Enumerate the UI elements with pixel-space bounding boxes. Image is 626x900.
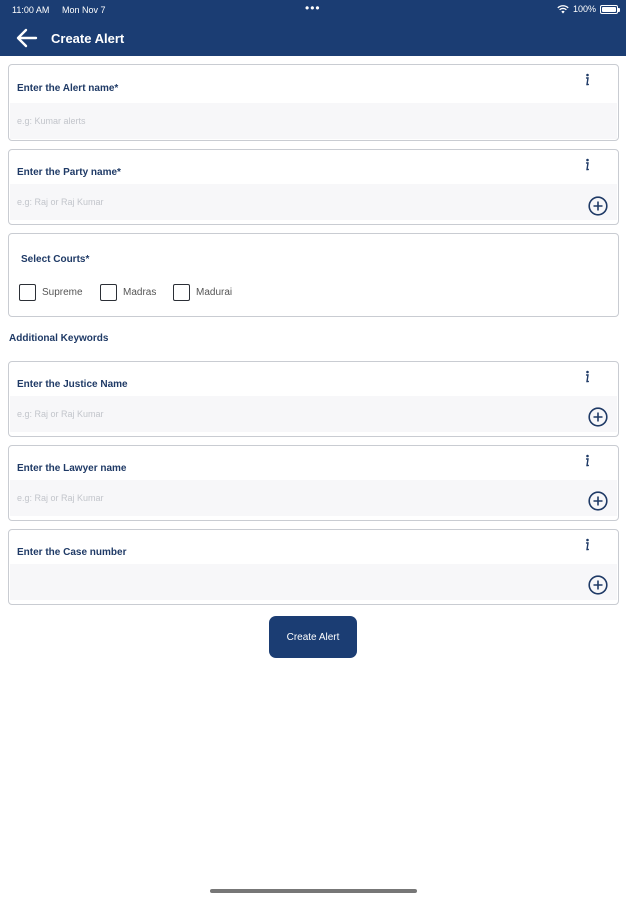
- additional-keywords-title: Additional Keywords: [9, 333, 109, 344]
- case-number-label: Enter the Case number: [17, 547, 127, 558]
- battery-icon: [600, 5, 618, 14]
- status-date: Mon Nov 7: [62, 5, 106, 15]
- status-time: 11:00 AM: [12, 5, 50, 15]
- status-right: [557, 4, 618, 14]
- arrow-left-icon[interactable]: [16, 28, 38, 48]
- court-option-madras[interactable]: [100, 284, 156, 301]
- party-name-field: [10, 184, 617, 220]
- create-alert-button[interactable]: Create Alert: [269, 616, 357, 658]
- lawyer-name-field: [10, 480, 617, 516]
- case-number-field: [10, 564, 617, 600]
- app-header: [0, 0, 626, 56]
- lawyer-name-label: Enter the Lawyer name: [17, 463, 127, 474]
- party-name-card: [8, 149, 619, 225]
- info-icon[interactable]: [582, 370, 592, 384]
- party-name-input[interactable]: [10, 184, 617, 220]
- battery-percent: 100%: [572, 4, 596, 14]
- justice-name-input[interactable]: [10, 396, 617, 432]
- justice-name-field: [10, 396, 617, 432]
- madurai-checkbox[interactable]: [173, 284, 190, 301]
- court-name: Madras: [123, 287, 157, 298]
- case-number-input[interactable]: [10, 564, 617, 600]
- nav-bar: [0, 22, 626, 56]
- info-icon[interactable]: [582, 538, 592, 552]
- courts-card: [8, 233, 619, 317]
- home-indicator[interactable]: [210, 889, 417, 893]
- add-case-icon[interactable]: [588, 575, 608, 595]
- courts-label: Select Courts*: [21, 254, 90, 265]
- court-option-supreme[interactable]: [19, 284, 83, 301]
- party-name-label: Enter the Party name*: [17, 167, 121, 178]
- court-name: Supreme: [42, 287, 83, 298]
- page-title: Create Alert: [51, 31, 125, 46]
- court-name: Madurai: [196, 287, 233, 298]
- justice-name-label: Enter the Justice Name: [17, 379, 128, 390]
- info-icon[interactable]: [582, 454, 592, 468]
- multitasking-dots[interactable]: •••: [305, 1, 321, 15]
- alert-name-field: [10, 103, 617, 139]
- status-bar: [0, 0, 626, 20]
- add-lawyer-icon[interactable]: [588, 491, 608, 511]
- justice-name-card: [8, 361, 619, 437]
- add-justice-icon[interactable]: [588, 407, 608, 427]
- wifi-icon: [557, 5, 569, 14]
- madras-checkbox[interactable]: [100, 284, 117, 301]
- info-icon[interactable]: [582, 158, 592, 172]
- lawyer-name-input[interactable]: [10, 480, 617, 516]
- info-icon[interactable]: [582, 73, 592, 87]
- supreme-checkbox[interactable]: [19, 284, 36, 301]
- add-party-icon[interactable]: [588, 196, 608, 216]
- case-number-card: [8, 529, 619, 605]
- alert-name-input[interactable]: [10, 103, 617, 139]
- alert-name-card: [8, 64, 619, 141]
- lawyer-name-card: [8, 445, 619, 521]
- alert-name-label: Enter the Alert name*: [17, 83, 119, 94]
- court-option-madurai[interactable]: [173, 284, 232, 301]
